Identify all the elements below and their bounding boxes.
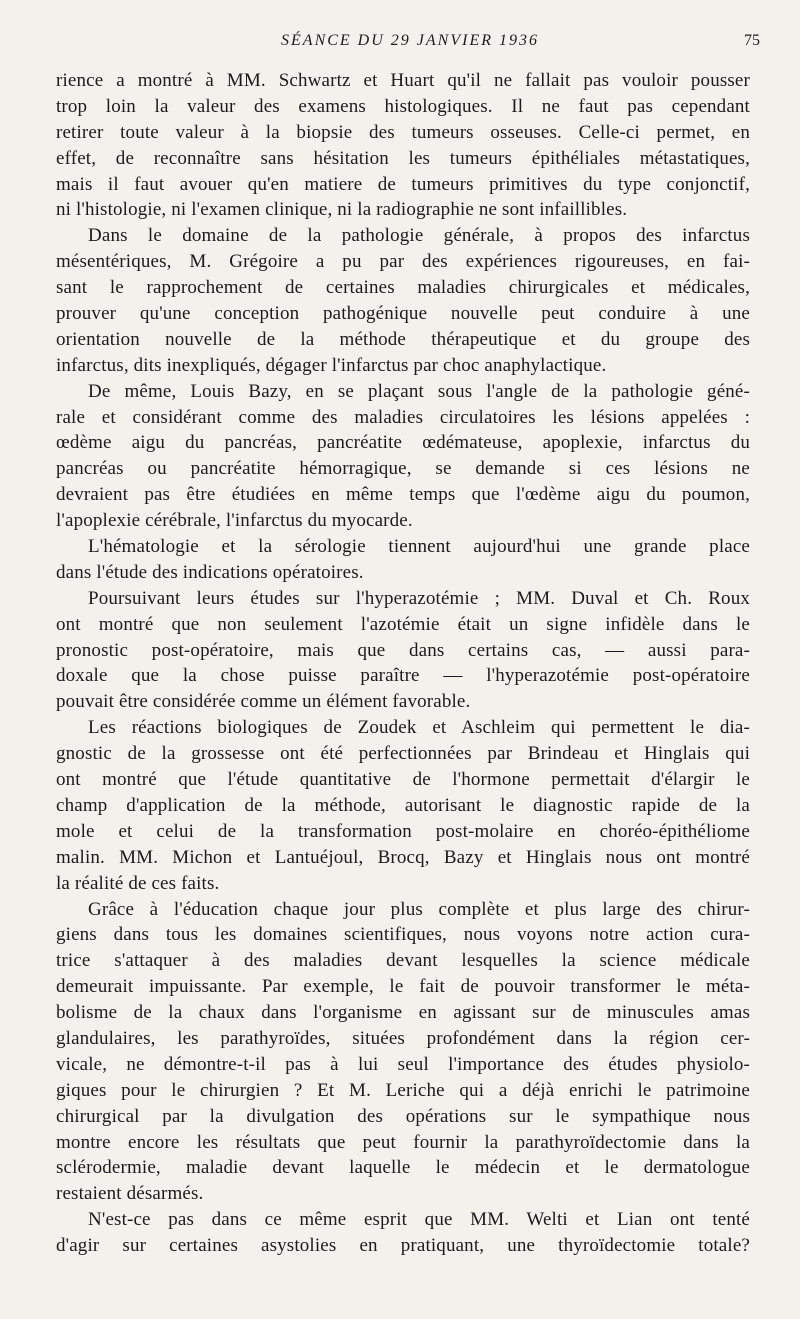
text-line: giens dans tous les domaines scientifiques, nous voyons notre action cura- bbox=[56, 924, 750, 946]
text-line: chirurgical par la divulgation des opérations sur le sympathique nous bbox=[56, 1105, 750, 1127]
text-line: bolisme de la chaux dans l'organisme en agissant sur de minuscules amas bbox=[56, 1002, 750, 1024]
text-line: trice s'attaquer à des maladies devant lesquelles la science médicale bbox=[56, 950, 750, 972]
text-line: trop loin la valeur des examens histologiques. Il ne faut pas cependant bbox=[56, 95, 750, 117]
text-line: dans l'étude des indications opératoires. bbox=[56, 561, 364, 583]
text-line: mésentériques, M. Grégoire a pu par des expériences rigoureuses, en fai- bbox=[56, 251, 750, 273]
text-line: gnostic de la grossesse ont été perfectionnées par Brindeau et Hinglais qui bbox=[56, 743, 750, 765]
text-line: mais il faut avouer qu'en matiere de tumeurs primitives du type conjonctif, bbox=[56, 173, 750, 195]
text-line: pronostic post-opératoire, mais que dans certains cas, — aussi para- bbox=[56, 639, 750, 661]
text-line: montre encore les résultats que peut fournir la parathyroïdectomie dans la bbox=[56, 1131, 750, 1153]
text-line: pancréas ou pancréatite hémorragique, se demande si ces lésions ne bbox=[56, 458, 750, 480]
text-line: orientation nouvelle de la méthode thérapeutique et du groupe des bbox=[56, 328, 750, 350]
text-line: l'apoplexie cérébrale, l'infarctus du myocarde. bbox=[56, 510, 413, 532]
text-line: restaient désarmés. bbox=[56, 1183, 204, 1205]
running-head bbox=[60, 32, 760, 56]
text-line: champ d'application de la méthode, autorisant le diagnostic rapide de la bbox=[56, 794, 750, 816]
text-line: œdème aigu du pancréas, pancréatite œdémateuse, apoplexie, infarctus du bbox=[56, 432, 750, 454]
page-number: 75 bbox=[744, 32, 760, 49]
text-line: prouver qu'une conception pathogénique nouvelle peut conduire à une bbox=[56, 303, 750, 325]
text-line: la réalité de ces faits. bbox=[56, 872, 220, 894]
text-line: pouvait être considérée comme un élément favorable. bbox=[56, 691, 471, 713]
text-line: effet, de reconnaître sans hésitation les tumeurs épithéliales métastatiques, bbox=[56, 147, 750, 169]
text-line: doxale que la chose puisse paraître — l'hyperazotémie post-opératoire bbox=[56, 665, 750, 687]
text-line: ont montré que non seulement l'azotémie était un signe infidèle dans le bbox=[56, 613, 750, 635]
text-line: infarctus, dits inexpliqués, dégager l'infarctus par choc anaphylactique. bbox=[56, 354, 607, 376]
text-line: Grâce à l'éducation chaque jour plus complète et plus large des chirur- bbox=[88, 898, 750, 920]
text-line: demeurait impuissante. Par exemple, le fait de pouvoir transformer le méta- bbox=[56, 976, 750, 998]
text-line: ni l'histologie, ni l'examen clinique, ni la radiographie ne sont infaillibles. bbox=[56, 199, 628, 221]
text-line: devraient pas être étudiées en même temps que l'œdème aigu du poumon, bbox=[56, 484, 750, 506]
body-text bbox=[56, 68, 750, 1259]
text-line: giques pour le chirurgien ? Et M. Leriche qui a déjà enrichi le patrimoine bbox=[56, 1079, 750, 1101]
running-title: SÉANCE DU 29 JANVIER 1936 bbox=[281, 32, 539, 49]
text-line: L'hématologie et la sérologie tiennent aujourd'hui une grande place bbox=[88, 536, 750, 558]
text-line: De même, Louis Bazy, en se plaçant sous l'angle de la pathologie géné- bbox=[88, 380, 750, 402]
text-line: sant le rapprochement de certaines maladies chirurgicales et médicales, bbox=[56, 277, 750, 299]
text-line: Les réactions biologiques de Zoudek et Aschleim qui permettent le dia- bbox=[88, 717, 750, 739]
text-line: glandulaires, les parathyroïdes, situées profondément dans la région cer- bbox=[56, 1027, 750, 1049]
text-line: d'agir sur certaines asystolies en pratiquant, une thyroïdectomie totale? bbox=[56, 1235, 750, 1257]
text-line: Dans le domaine de la pathologie générale, à propos des infarctus bbox=[88, 225, 750, 247]
text-line: vicale, ne démontre-t-il pas à lui seul l'importance des études physiolo- bbox=[56, 1053, 750, 1075]
text-line: malin. MM. Michon et Lantuéjoul, Brocq, Bazy et Hinglais nous ont montré bbox=[56, 846, 750, 868]
text-line: mole et celui de la transformation post-molaire en choréo-épithéliome bbox=[56, 820, 750, 842]
text-line: rience a montré à MM. Schwartz et Huart qu'il ne fallait pas vouloir pousser bbox=[56, 70, 750, 91]
text-line: Poursuivant leurs études sur l'hyperazotémie ; MM. Duval et Ch. Roux bbox=[88, 587, 750, 609]
text-line: sclérodermie, maladie devant laquelle le médecin et le dermatologue bbox=[56, 1157, 750, 1179]
text-line: rale et considérant comme des maladies circulatoires les lésions appelées : bbox=[56, 406, 750, 428]
text-line: retirer toute valeur à la biopsie des tumeurs osseuses. Celle-ci permet, en bbox=[56, 121, 750, 143]
text-line: N'est-ce pas dans ce même esprit que MM. Welti et Lian ont tenté bbox=[88, 1209, 750, 1231]
text-line: ont montré que l'étude quantitative de l'hormone permettait d'élargir le bbox=[56, 769, 750, 791]
